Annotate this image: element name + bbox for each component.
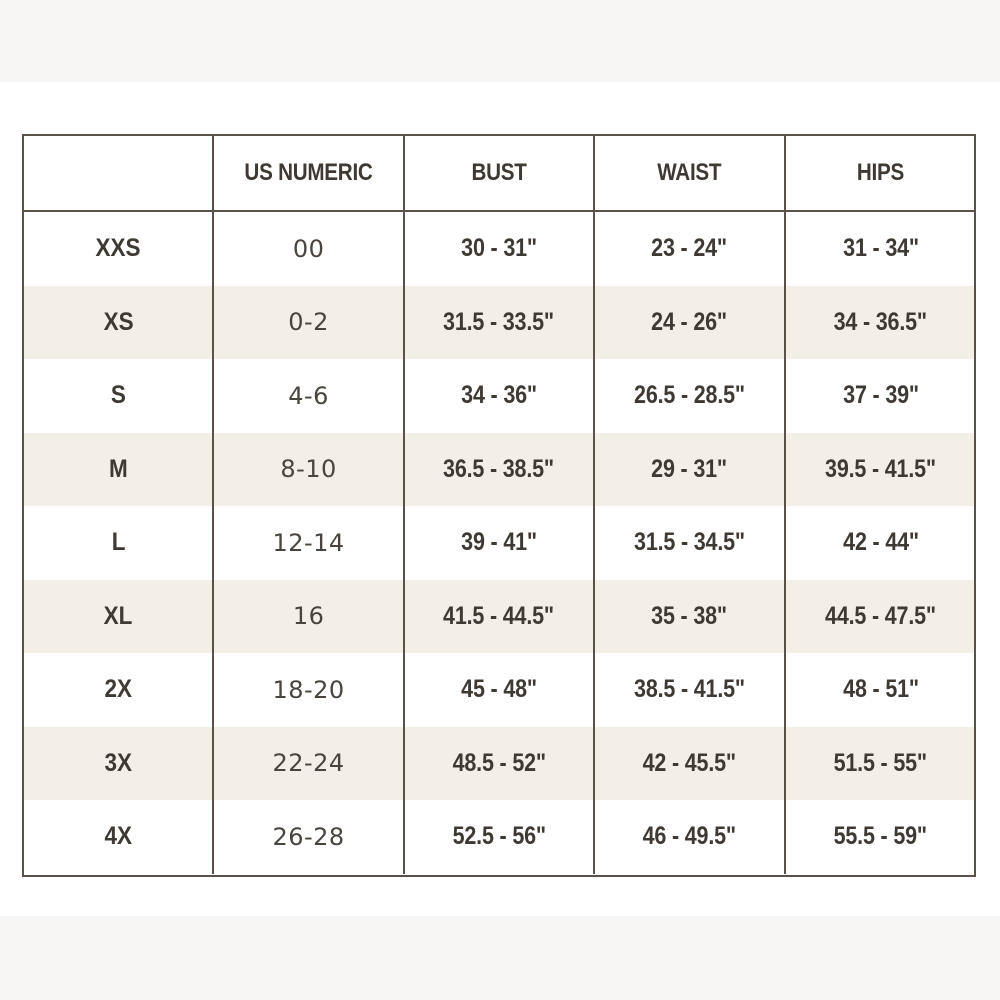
- us-numeric-cell: 22-24: [214, 727, 404, 801]
- table-row: [24, 433, 974, 507]
- size-cell: S: [24, 359, 214, 433]
- bust-cell: 30 - 31": [405, 212, 595, 286]
- table-row: [24, 359, 974, 433]
- bust-cell: 52.5 - 56": [405, 800, 595, 874]
- bust-cell: 45 - 48": [405, 653, 595, 727]
- size-cell: L: [24, 506, 214, 580]
- size-cell: XS: [24, 286, 214, 360]
- header-row: [24, 136, 974, 212]
- bust-cell: 34 - 36": [405, 359, 595, 433]
- header-waist-label: WAIST: [657, 159, 722, 186]
- table-row: [24, 800, 974, 874]
- bust-cell: 48.5 - 52": [405, 727, 595, 801]
- waist-cell: 26.5 - 28.5": [595, 359, 785, 433]
- hips-cell: 51.5 - 55": [834, 748, 928, 777]
- bottom-background-band: [0, 916, 1000, 1000]
- table-row: [24, 212, 974, 286]
- bust-cell: 41.5 - 44.5": [405, 580, 595, 654]
- waist-cell: 23 - 24": [595, 212, 785, 286]
- header-us-numeric: [214, 136, 404, 210]
- waist-cell: 42 - 45.5": [595, 727, 785, 801]
- hips-cell: 34 - 36.5": [834, 307, 928, 336]
- us-numeric-cell: 26-28: [214, 800, 404, 874]
- size-cell: XL: [24, 580, 214, 654]
- bust-cell: 36.5 - 38.5": [405, 433, 595, 507]
- us-numeric-cell: 4-6: [214, 359, 404, 433]
- header-size-corner: [24, 136, 214, 210]
- header-hips-label: HIPS: [857, 159, 905, 186]
- us-numeric-cell: 16: [214, 580, 404, 654]
- size-cell: 4X: [24, 800, 214, 874]
- hips-cell: 39.5 - 41.5": [825, 454, 937, 483]
- us-numeric-cell: 00: [214, 212, 404, 286]
- us-numeric-cell: 8-10: [214, 433, 404, 507]
- top-background-band: [0, 0, 1000, 82]
- size-chart-table: [22, 134, 976, 877]
- waist-cell: 35 - 38": [595, 580, 785, 654]
- bust-cell: 39 - 41": [405, 506, 595, 580]
- waist-cell: 24 - 26": [595, 286, 785, 360]
- hips-cell: 48 - 51": [842, 675, 919, 704]
- header-waist: [595, 136, 785, 210]
- waist-cell: 29 - 31": [595, 433, 785, 507]
- table-row: [24, 286, 974, 360]
- header-hips: [786, 136, 976, 210]
- hips-cell: 42 - 44": [842, 528, 919, 557]
- us-numeric-cell: 12-14: [214, 506, 404, 580]
- size-cell: M: [24, 433, 214, 507]
- us-numeric-cell: 0-2: [214, 286, 404, 360]
- us-numeric-cell: 18-20: [214, 653, 404, 727]
- waist-cell: 31.5 - 34.5": [595, 506, 785, 580]
- table-row: [24, 653, 974, 727]
- hips-cell: 55.5 - 59": [834, 822, 928, 851]
- waist-cell: 46 - 49.5": [595, 800, 785, 874]
- waist-cell: 38.5 - 41.5": [595, 653, 785, 727]
- hips-cell: 37 - 39": [842, 381, 919, 410]
- header-bust-label: BUST: [471, 159, 527, 186]
- hips-cell: 31 - 34": [842, 234, 919, 263]
- size-cell: 2X: [24, 653, 214, 727]
- header-bust: [405, 136, 595, 210]
- size-cell: 3X: [24, 727, 214, 801]
- table-row: [24, 727, 974, 801]
- table-row: [24, 580, 974, 654]
- size-cell: XXS: [24, 212, 214, 286]
- header-us-numeric-label: US NUMERIC: [244, 159, 373, 186]
- bust-cell: 31.5 - 33.5": [405, 286, 595, 360]
- hips-cell: 44.5 - 47.5": [825, 601, 937, 630]
- table-row: [24, 506, 974, 580]
